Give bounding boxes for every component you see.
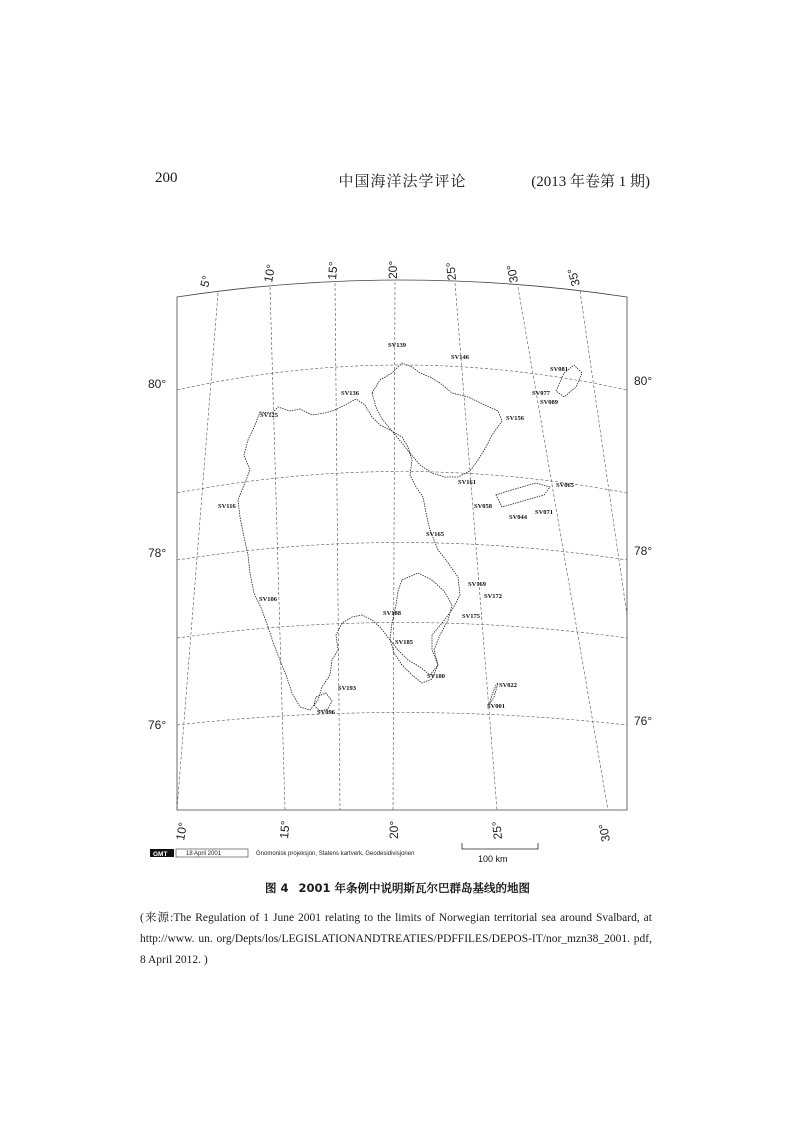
longitude-label: 25°: [443, 261, 459, 281]
longitude-label: 20°: [387, 820, 401, 839]
spitsbergen-island: [238, 399, 460, 710]
baseline-point-label: SV172: [484, 593, 503, 600]
baseline-point-label: SV188: [383, 610, 402, 617]
longitude-label: 15°: [277, 819, 293, 840]
nordaustlandet-island: [372, 363, 502, 477]
meridian-line: [580, 291, 627, 615]
figure-caption-text: 2001 年条例中说明斯瓦尔巴群岛基线的地图: [298, 881, 531, 895]
bottom-longitude-labels: [173, 820, 613, 843]
longitude-label: 10°: [261, 263, 279, 284]
journal-title: 中国海洋法学评论: [338, 174, 467, 190]
svalbard-baseline-map: [140, 255, 653, 865]
baseline-point-label: SV071: [535, 509, 554, 516]
longitude-label: 30°: [596, 822, 613, 843]
latitude-line: [177, 713, 627, 726]
map-date: 18 April 2001: [186, 851, 222, 857]
top-longitude-labels: [197, 261, 583, 289]
baseline-point-label: SV089: [540, 399, 559, 406]
baseline-point-label: SV106: [259, 596, 278, 603]
latitude-label-left: 78°: [148, 546, 167, 560]
latitude-label-right: 80°: [634, 374, 653, 388]
edgeoya-island: [390, 573, 452, 683]
page-header: [155, 170, 650, 194]
baseline-point-label: SV022: [499, 682, 518, 689]
baseline-point-label: SV058: [474, 503, 493, 510]
meridian-line: [455, 283, 497, 810]
baseline-point-label: SV044: [509, 514, 528, 521]
page-number: 200: [155, 170, 178, 186]
baseline-point-label: SV077: [532, 390, 551, 397]
baseline-point-label: SV193: [338, 685, 357, 692]
baseline-point-label: SV139: [388, 342, 407, 349]
baseline-point-label: SV136: [341, 390, 360, 397]
figure-caption: [155, 880, 650, 896]
scale-bar: [462, 843, 538, 849]
baseline-point-labels: [218, 342, 575, 716]
longitude-label: 10°: [173, 821, 191, 842]
baseline-point-label: SV096: [317, 709, 336, 716]
projection-note: Gnomonisk projeksjon, Statens kartverk, Geodesidivisjonen: [256, 851, 415, 857]
kong-karls-land-island: [496, 483, 550, 507]
source-note: (来源:The Regulation of 1 June 2001 relating to the limits of Norwegian territorial sea around Svalbard, at http://www. un. org/Depts/los/LEGISLATIONANDTREATIES/PDFFILES/DEPOS-IT/nor_mzn38_2001. pdf, 8 April 2012. ): [140, 912, 652, 966]
baseline-point-label: SV185: [395, 639, 414, 646]
baseline-point-label: SV081: [550, 366, 569, 373]
map-svg: [140, 255, 653, 865]
baseline-point-label: SV161: [458, 479, 477, 486]
latitude-label-left: 76°: [148, 718, 167, 732]
hopen-island: [489, 683, 498, 705]
longitude-label: 20°: [386, 260, 400, 279]
issue-label: (2013 年卷第 1 期): [531, 174, 650, 190]
map-frame: [177, 280, 627, 810]
latitude-line: [177, 543, 627, 561]
figure-number: 图 4: [264, 881, 289, 895]
baseline-point-label: SV165: [426, 531, 445, 538]
longitude-label: 30°: [504, 263, 521, 284]
baseline-point-label: SV065: [556, 482, 575, 489]
baseline-point-label: SV146: [451, 354, 470, 361]
baseline-point-label: SV169: [468, 581, 487, 588]
meridian-line: [335, 283, 340, 810]
baseline-point-label: SV125: [260, 412, 279, 419]
longitude-label: 15°: [325, 260, 341, 281]
baseline-point-label: SV175: [462, 613, 481, 620]
latitude-label-right: 78°: [634, 544, 653, 558]
latitude-line: [177, 623, 627, 639]
baseline-point-label: SV001: [487, 703, 506, 710]
latitude-label-left: 80°: [148, 377, 167, 391]
baseline-point-label: SV156: [506, 415, 525, 422]
longitude-label: 25°: [489, 820, 505, 840]
baseline-point-label: SV116: [218, 503, 236, 510]
meridian-line: [393, 282, 395, 810]
longitude-label: 35°: [564, 266, 583, 288]
meridian-line: [177, 293, 218, 810]
scale-label: 100 km: [478, 854, 508, 864]
longitude-label: 5°: [197, 274, 214, 289]
latitude-label-right: 76°: [634, 714, 653, 728]
gmt-logo: GMT: [153, 851, 168, 858]
baseline-point-label: SV180: [427, 673, 446, 680]
